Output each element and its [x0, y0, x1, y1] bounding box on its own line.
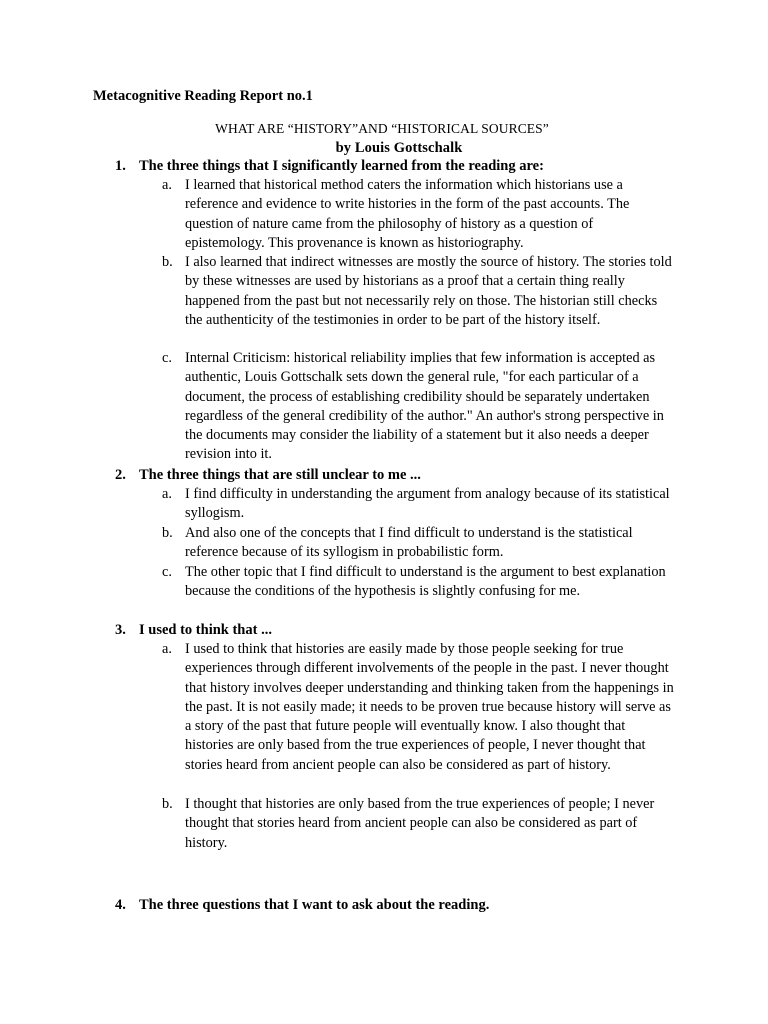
item-text: I thought that histories are only based from the true experiences of people; I never thought that stories heard from ancient people can also be considered as part of history. [185, 796, 655, 851]
list-item-1b [162, 253, 682, 330]
item-marker: c. [162, 350, 172, 366]
item-marker: c. [162, 564, 172, 580]
section-heading-text: I used to think that ... [139, 622, 272, 638]
section-heading-text: The three questions that I want to ask about the reading. [139, 897, 490, 913]
item-text: I also learned that indirect witnesses are mostly the source of history. The stories told by these witnesses are used by historians as a proof that a certain thing really happened from the past but not necessarily rely on those. The historian still checks the authenticity of the testimonies in order to be part of the history itself. [185, 254, 672, 328]
item-text: I used to think that histories are easily made by those people seeking for true experiences through different involvements of the people in the past. I never thought that history involves deeper understanding and thinking taken from the happenings in the past. It is not easily made; it needs to be proven true because history will serve as a story of the past that future people will eventually know. I also thought that histories are only based from the true experiences of people, I never thought that stories heard from ancient people can also be considered as part of history. [185, 641, 674, 773]
list-item-3b [162, 795, 682, 853]
report-label: Metacognitive Reading Report no.1 [93, 88, 313, 104]
reading-author: by Louis Gottschalk [335, 140, 463, 156]
section-number: 2. [115, 467, 126, 483]
item-marker: a. [162, 486, 172, 502]
section-number: 4. [115, 897, 126, 913]
section-heading-text: The three things that I significantly learned from the reading are: [139, 158, 544, 174]
item-text: The other topic that I find difficult to understand is the argument to best explanation because the conditions of the hypothesis is slightly confusing for me. [185, 564, 666, 600]
item-marker: b. [162, 254, 173, 270]
section-4-heading [115, 897, 489, 914]
list-item-2b [162, 524, 682, 563]
item-marker: a. [162, 641, 172, 657]
item-text: I find difficulty in understanding the argument from analogy because of its statistical syllogism. [185, 486, 670, 522]
section-number: 3. [115, 622, 126, 638]
section-number: 1. [115, 158, 126, 174]
item-text: Internal Criticism: historical reliability implies that few information is accepted as authentic, Louis Gottschalk sets down the general rule, "for each particular of a document, the process of establishing credibility should be separately undertaken regardless of the general credibility of the author." An author's strong perspective in the documents may consider the liability of a statement but it also needs a deeper revision into it. [185, 350, 664, 463]
item-marker: b. [162, 796, 173, 812]
list-item-2a [162, 485, 682, 524]
section-1-heading [115, 158, 544, 175]
list-item-1a [162, 176, 682, 253]
list-item-3a [162, 640, 682, 775]
item-text: I learned that historical method caters the information which historians use a reference and evidence to write histories in the form of the past accounts. The question of nature came from the philosophy of history as a question of epistemology. This provenance is known as historiography. [185, 177, 630, 251]
section-heading-text: The three things that are still unclear to me ... [139, 467, 421, 483]
reading-title: WHAT ARE “HISTORY”AND “HISTORICAL SOURCES” [215, 121, 549, 136]
list-item-2c [162, 563, 682, 602]
section-3-heading [115, 622, 272, 639]
section-2-heading [115, 467, 421, 484]
list-item-1c [162, 349, 682, 465]
item-marker: a. [162, 177, 172, 193]
item-marker: b. [162, 525, 173, 541]
item-text: And also one of the concepts that I find difficult to understand is the statistical reference because of its syllogism in probabilistic form. [185, 525, 633, 561]
